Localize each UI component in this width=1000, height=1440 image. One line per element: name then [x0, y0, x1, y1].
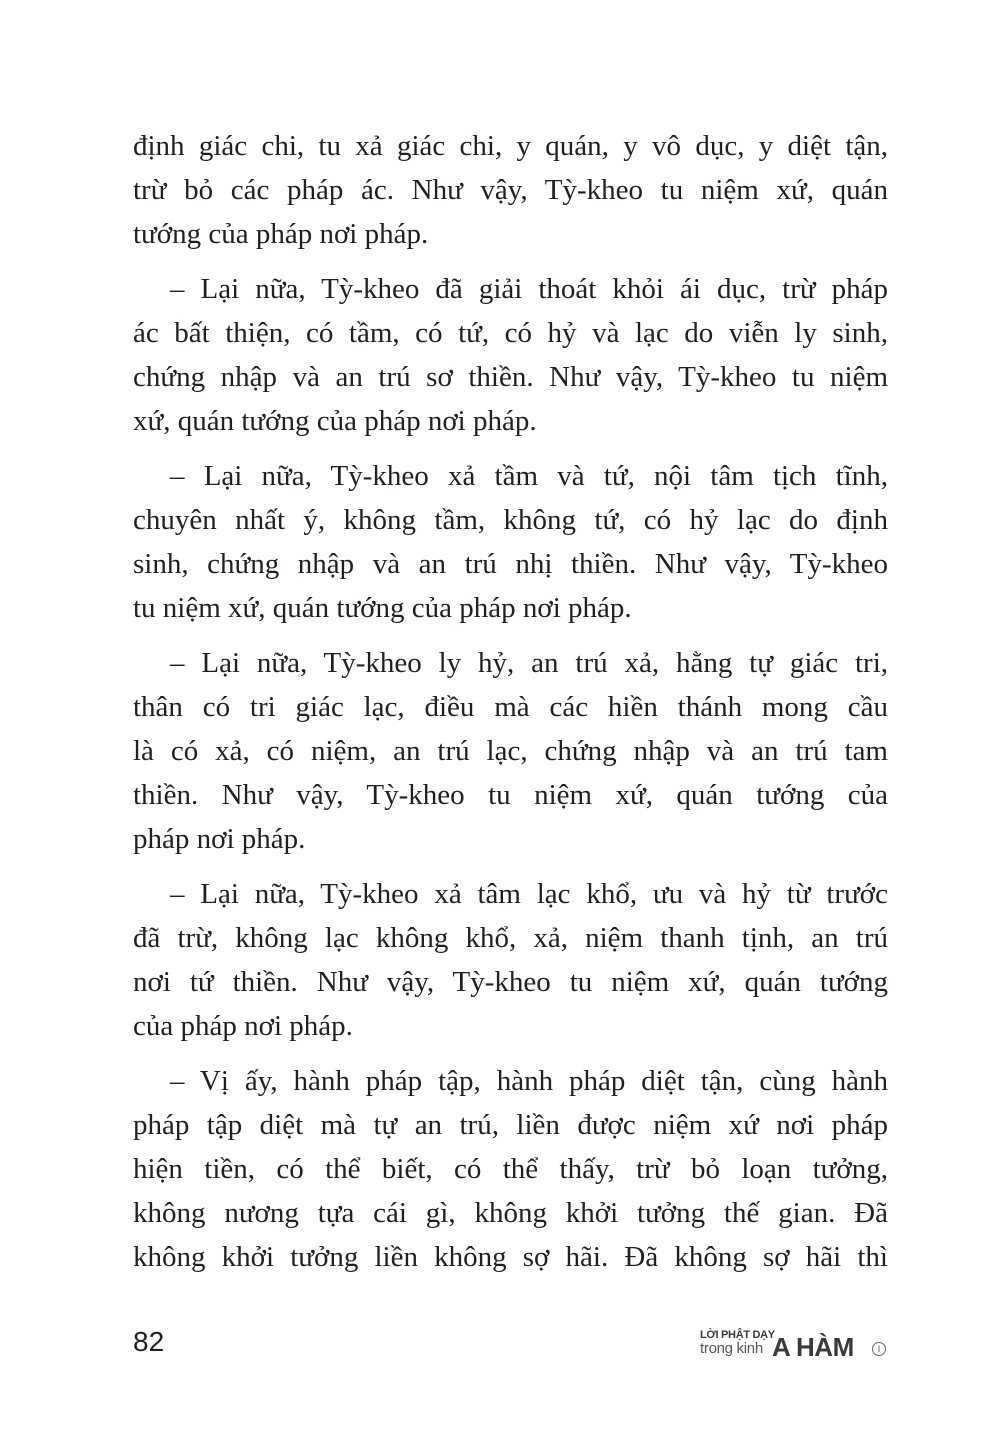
logo-line1: LỜI PHẬT DẠY	[700, 1329, 775, 1341]
paragraph	[133, 267, 888, 443]
text-line: – Lại nữa, Tỳ-kheo đã giải thoát khỏi ái dục, trừ pháp	[170, 273, 888, 305]
text-line: không khởi tưởng liền không sợ hãi. Đã không sợ hãi thì	[133, 1241, 888, 1273]
book-logo	[700, 1329, 890, 1363]
text-line: của pháp nơi pháp.	[133, 1010, 353, 1042]
text-line: là có xả, có niệm, an trú lạc, chứng nhập và an trú tam	[133, 735, 888, 767]
text-line: pháp nơi pháp.	[133, 823, 306, 855]
text-line: hiện tiền, có thể biết, có thể thấy, trừ bỏ loạn tưởng,	[133, 1153, 888, 1185]
text-line: đã trừ, không lạc không khổ, xả, niệm thanh tịnh, an trú	[133, 922, 888, 954]
text-line: – Lại nữa, Tỳ-kheo xả tâm lạc khổ, ưu và hỷ từ trước	[170, 878, 888, 910]
text-line: ác bất thiện, có tầm, có tứ, có hỷ và lạc do viễn ly sinh,	[133, 317, 888, 349]
paragraph	[133, 641, 888, 861]
logo-title: A HÀM	[772, 1332, 854, 1362]
body-text	[133, 124, 888, 1290]
text-line: tu niệm xứ, quán tướng của pháp nơi pháp.	[133, 592, 632, 624]
volume-badge: I	[872, 1342, 886, 1356]
text-line: nơi tứ thiền. Như vậy, Tỳ-kheo tu niệm xứ, quán tướng	[133, 966, 888, 998]
text-line: pháp tập diệt mà tự an trú, liền được niệm xứ nơi pháp	[133, 1109, 888, 1141]
paragraph	[133, 454, 888, 630]
text-line: – Vị ấy, hành pháp tập, hành pháp diệt tận, cùng hành	[170, 1065, 888, 1097]
text-line: thân có tri giác lạc, điều mà các hiền thánh mong cầu	[133, 691, 888, 723]
text-line: tướng của pháp nơi pháp.	[133, 218, 429, 250]
text-line: – Lại nữa, Tỳ-kheo ly hỷ, an trú xả, hằng tự giác tri,	[170, 647, 888, 679]
text-line: chuyên nhất ý, không tầm, không tứ, có hỷ lạc do định	[133, 504, 888, 536]
paragraph	[133, 872, 888, 1048]
page-number: 82	[133, 1326, 165, 1357]
text-line: trừ bỏ các pháp ác. Như vậy, Tỳ-kheo tu niệm xứ, quán	[133, 174, 888, 206]
paragraph	[133, 124, 888, 256]
logo-line2: trong kinh	[700, 1340, 763, 1357]
text-line: xứ, quán tướng của pháp nơi pháp.	[133, 405, 537, 437]
text-line: chứng nhập và an trú sơ thiền. Như vậy, Tỳ-kheo tu niệm	[133, 361, 888, 393]
text-line: không nương tựa cái gì, không khởi tưởng thế gian. Đã	[133, 1197, 888, 1229]
text-line: định giác chi, tu xả giác chi, y quán, y vô dục, y diệt tận,	[133, 130, 888, 162]
text-line: sinh, chứng nhập và an trú nhị thiền. Như vậy, Tỳ-kheo	[133, 548, 888, 580]
paragraph	[133, 1059, 888, 1279]
text-line: thiền. Như vậy, Tỳ-kheo tu niệm xứ, quán tướng của	[133, 779, 888, 811]
text-line: – Lại nữa, Tỳ-kheo xả tầm và tứ, nội tâm tịch tĩnh,	[170, 460, 888, 492]
